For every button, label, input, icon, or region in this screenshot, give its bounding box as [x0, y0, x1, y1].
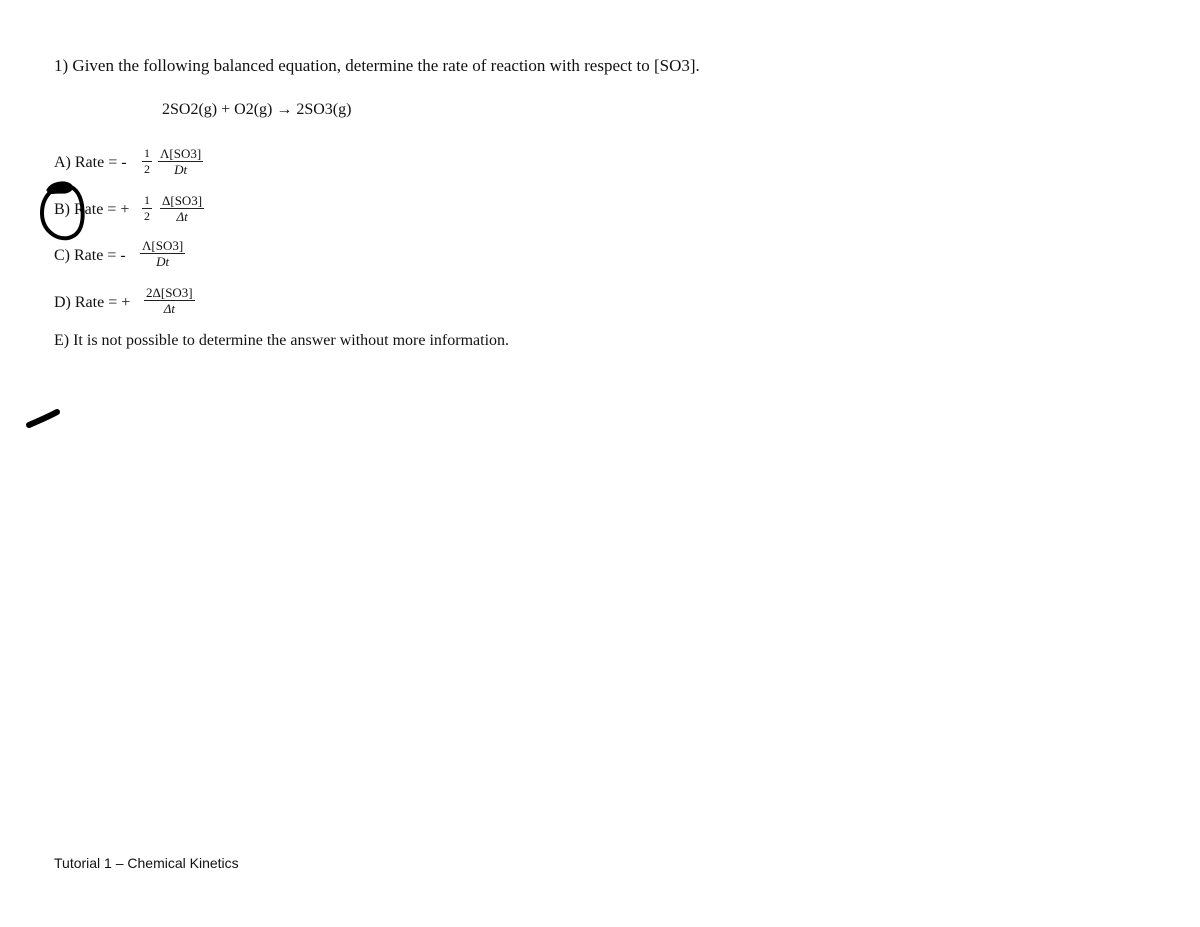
option-a-coefficient: $\frac{1}{2}$ [144, 146, 150, 176]
option-d-label: D) Rate = + [54, 294, 131, 311]
option-d-fraction: $\frac{2\Delta[SO3]}{\Delta t}$ [146, 285, 193, 316]
option-a-label: A) Rate = - [54, 154, 127, 171]
footer-text: Tutorial 1 – Chemical Kinetics [54, 855, 239, 871]
option-a[interactable] [54, 146, 254, 186]
option-b-label: B) Rate = + [54, 201, 130, 218]
option-e-label: E) It is not possible to determine the answer without more information. [54, 332, 510, 349]
question-prompt: Given the following balanced equation, determine the rate of reaction with respect to [SO3]. [72, 56, 700, 75]
question-text [54, 56, 700, 76]
question-number: 1) [54, 56, 69, 75]
option-b-fraction: $\frac{\Delta[SO3]}{\Delta t}$ [162, 193, 203, 224]
option-c-label: C) Rate = - [54, 247, 126, 264]
option-a-fraction: $\frac{\Lambda[SO3]}{Dt}$ [160, 146, 202, 177]
option-e[interactable] [54, 332, 509, 350]
stray-pen-stroke [29, 412, 57, 425]
option-c[interactable] [54, 238, 254, 278]
option-b-coefficient: $\frac{1}{2}$ [144, 193, 150, 223]
option-b[interactable] [54, 193, 254, 233]
option-c-fraction: $\frac{\Lambda[SO3]}{Dt}$ [142, 238, 184, 269]
balanced-equation: 2SO2(g) + O2(g) → 2SO3(g) [162, 101, 352, 118]
option-d[interactable] [54, 285, 254, 325]
